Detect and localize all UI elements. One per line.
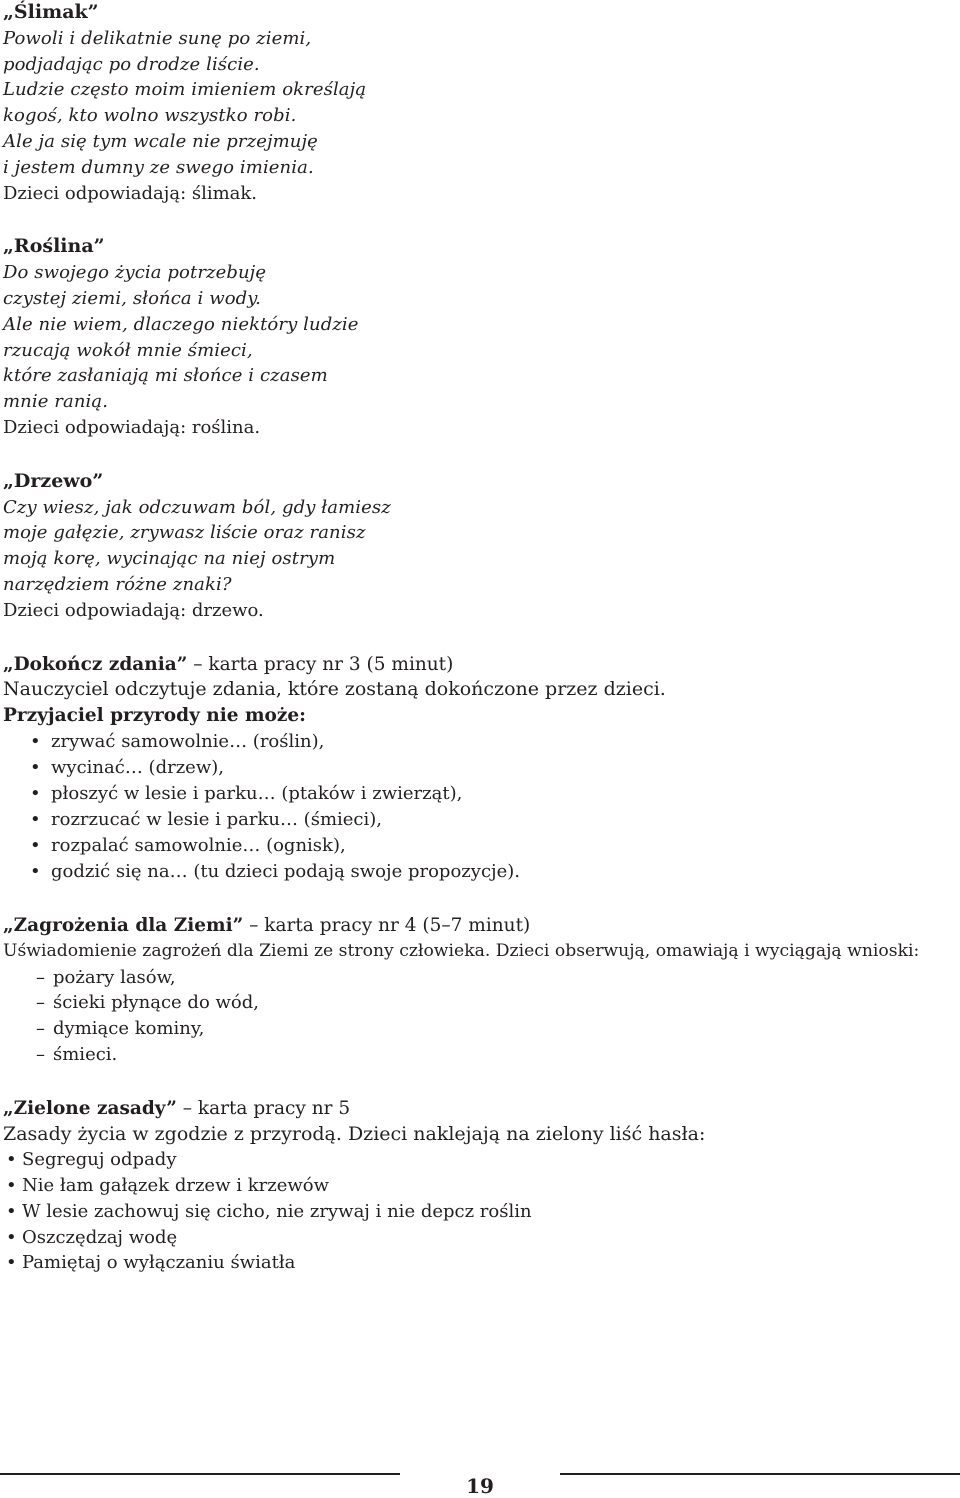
riddle-title: „Ślimak”: [3, 1, 99, 23]
section-subtitle: – karta pracy nr 4 (5–7 minut): [243, 914, 531, 936]
list-item-text: godzić się na… (tu dzieci podają swoje propozycje).: [51, 860, 521, 882]
section-zagrozenia: [3, 913, 953, 1068]
list-item: [30, 755, 953, 781]
dash-marker: –: [36, 966, 45, 988]
list-item: [36, 1042, 953, 1068]
riddle-slimak: [3, 0, 953, 206]
spacer: [3, 624, 953, 652]
list-item: [30, 781, 953, 807]
list-item: [36, 990, 953, 1016]
list-item-text: Pamiętaj o wyłączaniu światła: [22, 1252, 296, 1274]
poem-line: Powoli i delikatnie sunę po ziemi,: [3, 27, 312, 49]
bullet-marker: •: [30, 808, 41, 830]
dash-marker: –: [36, 1043, 45, 1065]
list-item-text: wycinać… (drzew),: [51, 756, 224, 778]
poem-line: podjadając po drodze liście.: [3, 53, 260, 75]
list-item: [6, 1199, 953, 1225]
poem-line: Ale ja się tym wcale nie przejmuję: [3, 130, 318, 152]
riddle-answer: Dzieci odpowiadają: roślina.: [3, 416, 261, 438]
bullet-marker: •: [6, 1226, 17, 1248]
list-item: [30, 729, 953, 755]
spacer: [3, 206, 953, 234]
list-item: [6, 1250, 953, 1276]
list-item-text: W lesie zachowuj się cicho, nie zrywaj i nie depcz roślin: [22, 1200, 532, 1222]
list-item-text: płoszyć w lesie i parku… (ptaków i zwierząt),: [51, 782, 463, 804]
list-item: [6, 1173, 953, 1199]
poem-line: Ale nie wiem, dlaczego niektóry ludzie: [3, 313, 359, 335]
poem-line: Czy wiesz, jak odczuwam ból, gdy łamiesz: [3, 496, 391, 518]
list-item-text: rozrzucać w lesie i parku… (śmieci),: [51, 808, 383, 830]
section-subtitle: – karta pracy nr 5: [176, 1097, 351, 1119]
list-item-text: Segreguj odpady: [22, 1149, 177, 1171]
bullet-list: [3, 1147, 953, 1276]
riddle-title: „Roślina”: [3, 235, 105, 258]
section-lead: Przyjaciel przyrody nie może:: [3, 705, 306, 727]
list-item-text: śmieci.: [53, 1043, 118, 1065]
list-item-text: pożary lasów,: [53, 966, 176, 988]
bullet-marker: •: [30, 756, 41, 778]
list-item-text: dymiące kominy,: [53, 1018, 205, 1040]
section-intro: Uświadomienie zagrożeń dla Ziemi ze strony człowieka. Dzieci obserwują, omawiają i wyciągają wnioski:: [3, 940, 920, 961]
section-title: „Zagrożenia dla Ziemi”: [3, 914, 244, 936]
poem-line: narzędziem różne znaki?: [3, 573, 232, 595]
section-intro: Nauczyciel odczytuje zdania, które zostaną dokończone przez dzieci.: [3, 678, 666, 701]
bullet-list: [3, 729, 953, 885]
dash-marker: –: [36, 1018, 45, 1040]
list-item: [36, 1016, 953, 1042]
poem-line: i jestem dumny ze swego imienia.: [3, 156, 314, 178]
poem-line: rzucają wokół mnie śmieci,: [3, 339, 253, 361]
list-item-text: ścieki płynące do wód,: [53, 992, 259, 1014]
riddle-answer: Dzieci odpowiadają: drzewo.: [3, 599, 264, 621]
riddle-drzewo: [3, 469, 953, 624]
bullet-marker: •: [6, 1175, 17, 1197]
section-heading: [3, 913, 953, 939]
list-item-text: Nie łam gałązek drzew i krzewów: [22, 1175, 329, 1197]
list-item: [6, 1147, 953, 1173]
section-title: „Zielone zasady”: [3, 1097, 177, 1119]
bullet-marker: •: [30, 730, 41, 752]
dash-marker: –: [36, 992, 45, 1014]
list-item-text: zrywać samowolnie… (roślin),: [51, 730, 325, 752]
page-number: 19: [466, 1474, 494, 1498]
poem-line: mnie ranią.: [3, 391, 109, 413]
spacer: [3, 1068, 953, 1096]
riddle-roslina: [3, 234, 953, 440]
spacer: [3, 885, 953, 913]
section-title: „Dokończ zdania”: [3, 653, 188, 675]
list-item: [36, 965, 953, 991]
poem-line: Ludzie często moim imieniem określają: [3, 79, 367, 101]
list-item: [30, 859, 953, 885]
bullet-marker: •: [6, 1149, 17, 1171]
footer-rule-left: [0, 1473, 400, 1475]
bullet-marker: •: [30, 834, 41, 856]
spacer: [3, 441, 953, 469]
list-item: [30, 807, 953, 833]
bullet-marker: •: [30, 860, 41, 882]
dash-list: [3, 965, 953, 1068]
document-page: [3, 0, 953, 1276]
list-item-text: Oszczędzaj wodę: [22, 1226, 178, 1248]
section-zielone-zasady: [3, 1096, 953, 1277]
poem-line: Do swojego życia potrzebuję: [3, 262, 267, 284]
poem-line: które zasłaniają mi słońce i czasem: [3, 365, 328, 387]
section-heading: [3, 652, 953, 678]
poem-line: moją korę, wycinając na niej ostrym: [3, 548, 336, 570]
section-intro: Zasady życia w zgodzie z przyrodą. Dzieci naklejają na zielony liść hasła:: [3, 1122, 706, 1145]
list-item: [6, 1225, 953, 1251]
section-heading: [3, 1096, 953, 1122]
bullet-marker: •: [6, 1200, 17, 1222]
bullet-marker: •: [30, 782, 41, 804]
footer-rule-right: [560, 1473, 960, 1475]
list-item: [30, 833, 953, 859]
bullet-marker: •: [6, 1252, 17, 1274]
list-item-text: rozpalać samowolnie… (ognisk),: [51, 834, 346, 856]
page-footer: [0, 1473, 960, 1497]
riddle-title: „Drzewo”: [3, 469, 104, 492]
section-subtitle: – karta pracy nr 3 (5 minut): [187, 653, 454, 675]
poem-line: moje gałęzie, zrywasz liście oraz ranisz: [3, 522, 366, 544]
section-dokoncz-zdania: [3, 652, 953, 885]
poem-line: czystej ziemi, słońca i wody.: [3, 287, 262, 309]
poem-line: kogoś, kto wolno wszystko robi.: [3, 105, 297, 127]
riddle-answer: Dzieci odpowiadają: ślimak.: [3, 182, 258, 204]
